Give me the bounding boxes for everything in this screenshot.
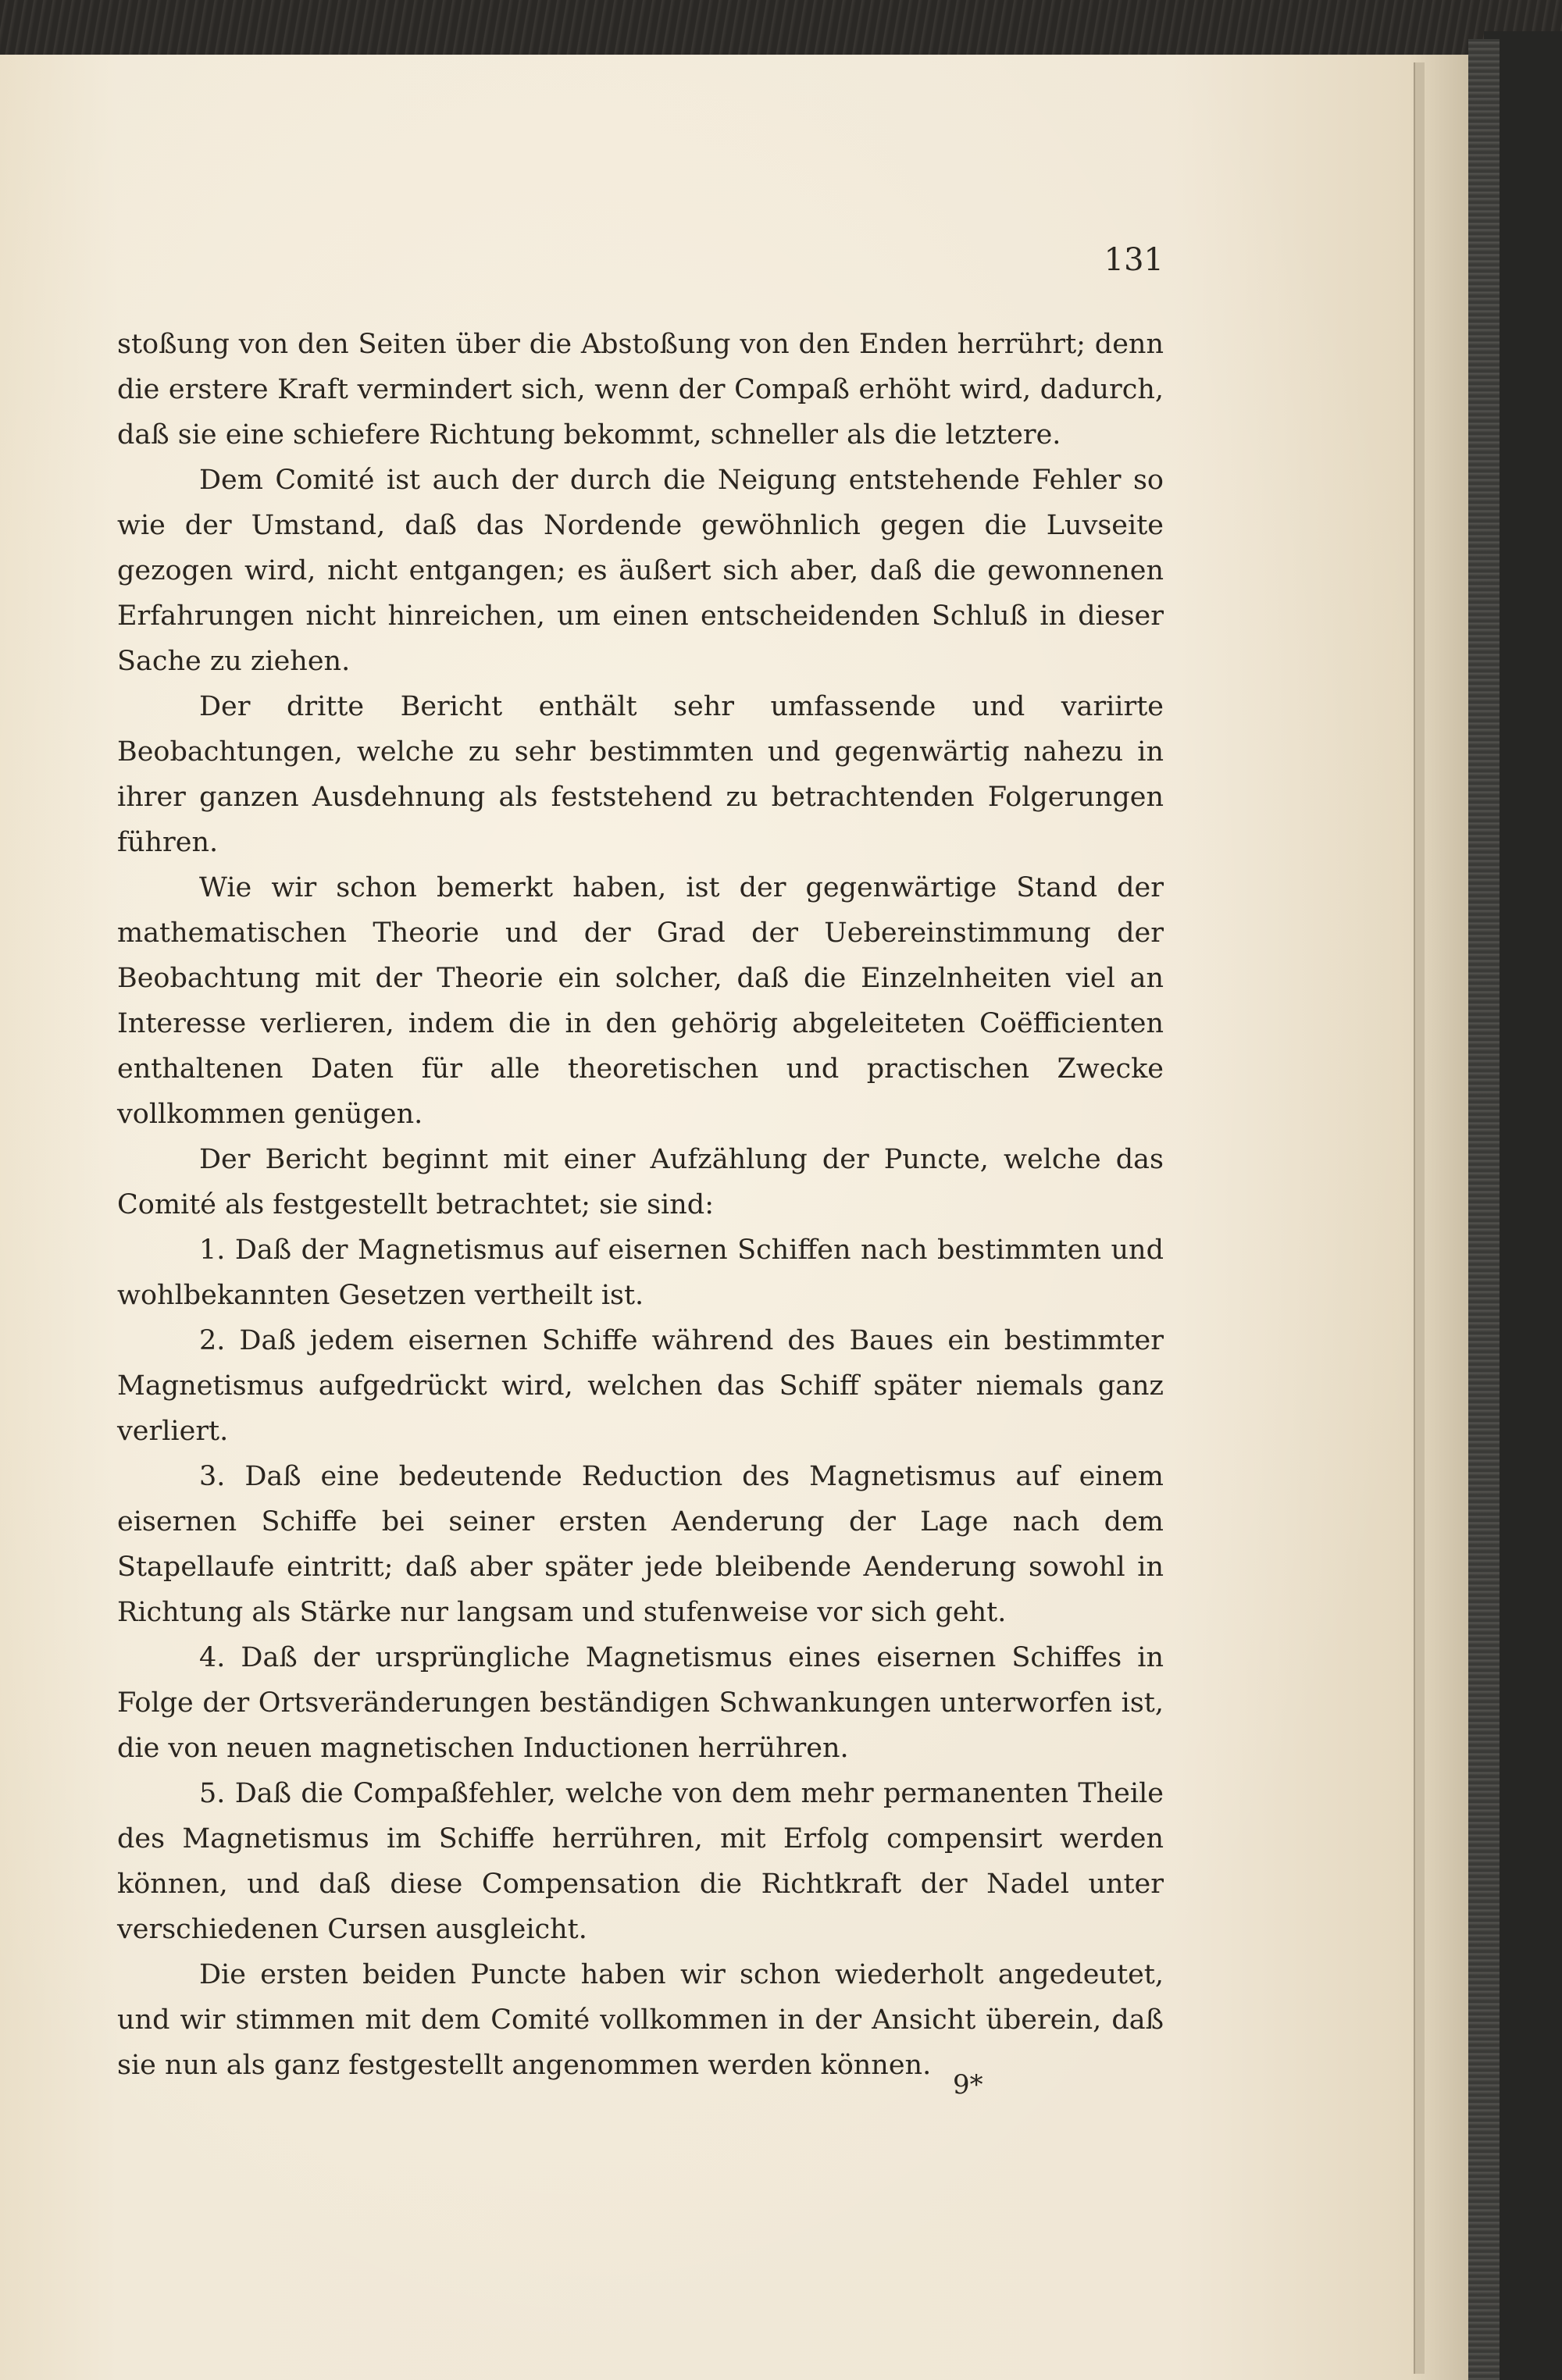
paragraph: Dem Comité ist auch der durch die Neigung entstehende Fehler so wie der Umstand, daß das Nordende gewöhnlich gegen die Luvseite gezogen wird, nicht entgangen; es äußert sich aber, daß die gewonnenen Erfahrungen nicht hinreichen, um einen entscheidenden Schluß in dieser Sache zu ziehen.: [117, 465, 1164, 677]
list-item-1: 1. Daß der Magnetismus auf eisernen Schiffen nach bestimmten und wohlbekannten Gesetzen vertheilt ist.: [117, 1235, 1164, 1311]
printer-signature-mark: 9*: [953, 2069, 983, 2100]
page-body-text: [117, 322, 1164, 2088]
paragraph: Der Bericht beginnt mit einer Aufzählung der Puncte, welche das Comité als festgestellt betrachtet; sie sind:: [117, 1144, 1164, 1220]
list-item-4: 4. Daß der ursprüngliche Magnetismus eines eisernen Schiffes in Folge der Ortsveränderungen beständigen Schwankungen unterworfen ist, die von neuen magnetischen Inductionen herrühren.: [117, 1642, 1164, 1764]
list-item-3: 3. Daß eine bedeutende Reduction des Magnetismus auf einem eisernen Schiffe bei seiner ersten Aenderung der Lage nach dem Stapellaufe eintritt; daß aber später jede bleibende Aenderung sowohl in Richtung als Stärke nur langsam und stufenweise vor sich geht.: [117, 1461, 1164, 1628]
cover-binding-edge: [1468, 39, 1500, 2380]
list-item-5: 5. Daß die Compaßfehler, welche von dem mehr permanenten Theile des Magnetismus im Schiffe herrühren, mit Erfolg compensirt werden können, und daß diese Compensation die Richtkraft der Nadel unter verschiedenen Cursen ausgleicht.: [117, 1778, 1164, 1945]
paragraph: Die ersten beiden Puncte haben wir schon wiederholt angedeutet, und wir stimmen mit dem Comité vollkommen in der Ansicht überein, daß sie nun als ganz festgestellt angenommen werden können.: [117, 1959, 1164, 2081]
paragraph-continuation: stoßung von den Seiten über die Abstoßung von den Enden herrührt; denn die erstere Kraft vermindert sich, wenn der Compaß erhöht wird, dadurch, daß sie eine schiefere Richtung bekommt, schneller als die letztere.: [117, 329, 1164, 451]
paragraph: Wie wir schon bemerkt haben, ist der gegenwärtige Stand der mathematischen Theorie und der Grad der Uebereinstimmung der Beobachtung mit der Theorie ein solcher, daß die Einzelnheiten viel an Interesse verlieren, indem die in den gehörig abgeleiteten Coëfficienten enthaltenen Daten für alle theoretischen und practischen Zwecke vollkommen genügen.: [117, 872, 1164, 1130]
list-item-2: 2. Daß jedem eisernen Schiffe während des Baues ein bestimmter Magnetismus aufgedrückt wird, welchen das Schiff später niemals ganz verliert.: [117, 1325, 1164, 1447]
paragraph: Der dritte Bericht enthält sehr umfassende und variirte Beobachtungen, welche zu sehr bestimmten und gegenwärtig nahezu in ihrer ganzen Ausdehnung als feststehend zu betrachtenden Folgerungen führen.: [117, 691, 1164, 858]
book-top-edge: [0, 0, 1562, 59]
page-number: 131: [1104, 242, 1164, 278]
page-fore-edge: [1414, 62, 1425, 2374]
